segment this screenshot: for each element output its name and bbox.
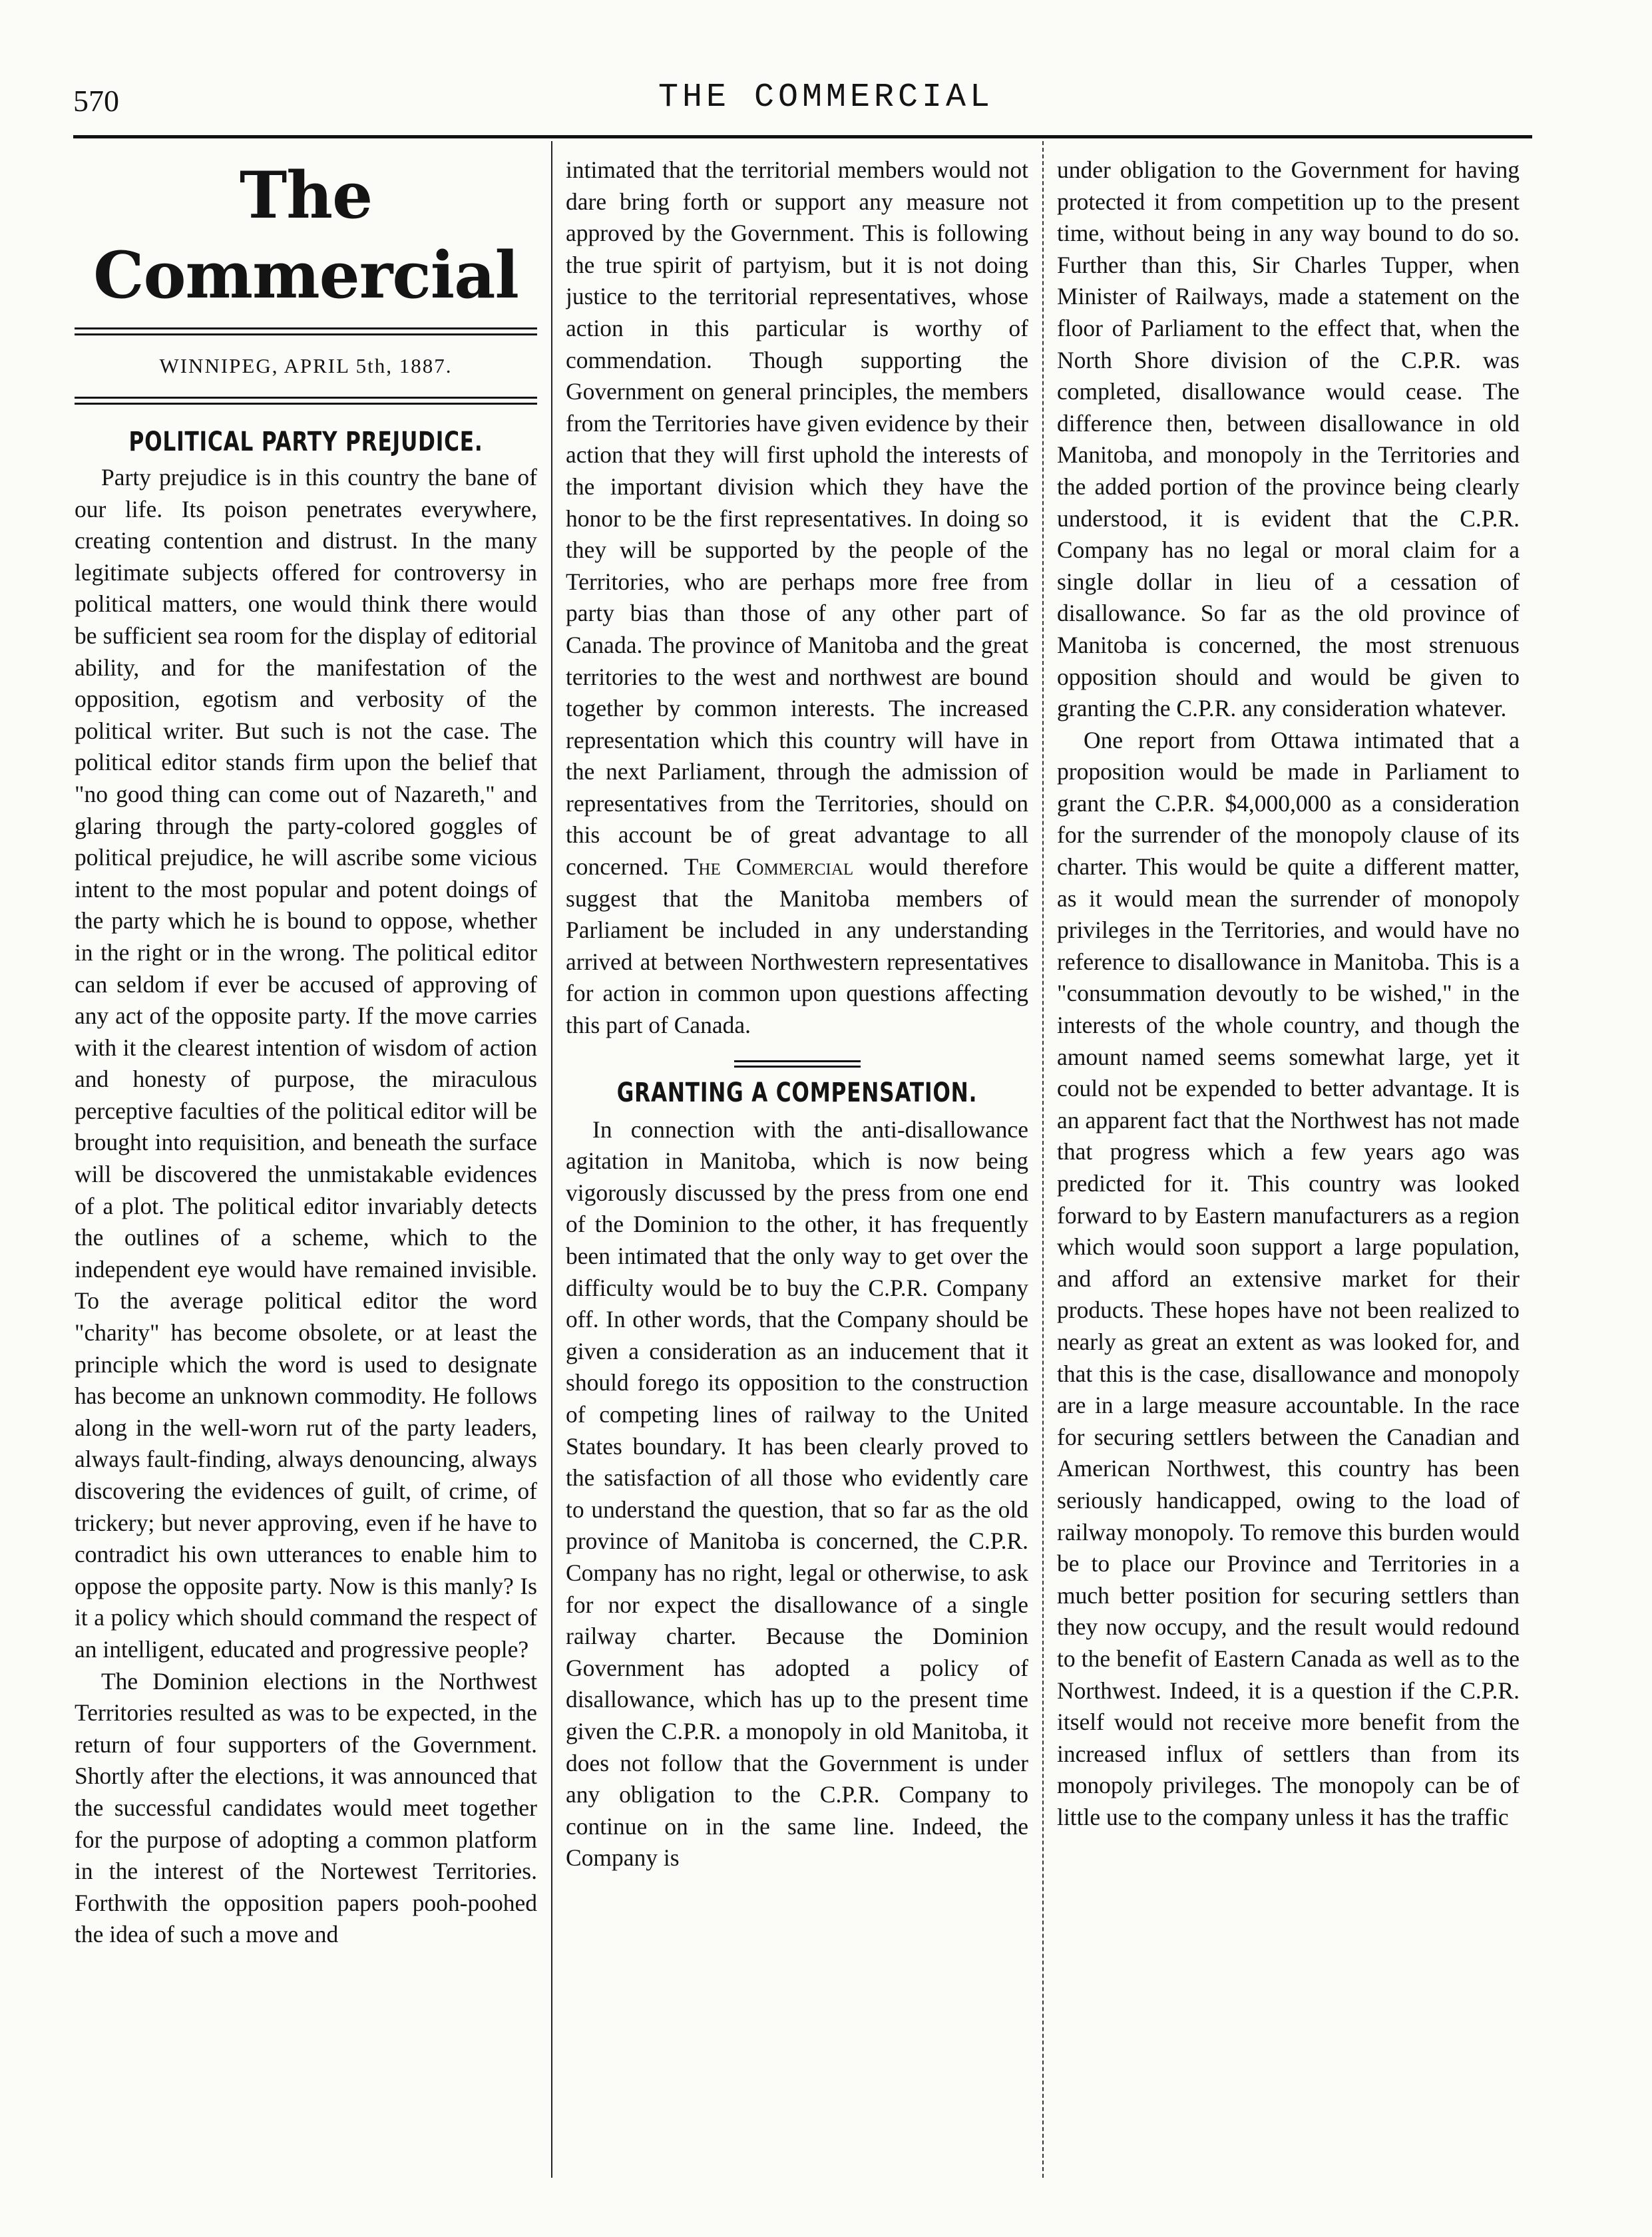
article-paragraph: under obligation to the Government for having protected it from competition up to the present time, without being in any way bound to do so. Further than this, Sir Charles Tupper, when Minister of Railways, made a statement on the floor of Parliament to the effect that, when the North Shore division of the C.P.R. was completed, disallowance would cease. The difference then, between disallowance in old Manitoba, and monopoly in the Territories and the added portion of the province being clearly understood, it is evident that the C.P.R. Company has no legal or moral claim for a single dollar in lieu of a cessation of disallowance. So far as the old province of Manitoba is concerned, the most strenuous opposition should and would be given to granting the C.P.R. any consideration whatever.	[1057, 156, 1520, 722]
article-headline: POLITICAL PARTY PREJUDICE.	[128, 427, 483, 457]
paragraph-text: intimated that the territorial members would not dare bring forth or support any measure not approved by the Government. This is following the true spirit of partyism, but it is not doing justice to the territorial representatives, whose action in this particular is worthy of commendation. Though supporting the Government on general principles, the members from the Territories have given evidence by their action that they will first uphold the interests of the important division which they have the honor to be the first representatives. In doing so they will be supported by the people of the Territories, who are perhaps more free from party bias than those of any other part of Canada. The province of Manitoba and the great territories to the west and northwest are bound together by common interests. The increased representation which this country will have in the next Parliament, through the admission of representatives from the Territories, should on this account be of great advantage to all concerned.	[566, 156, 1028, 881]
article-headline: GRANTING A COMPENSATION.	[616, 1077, 978, 1108]
dateline-rule	[75, 397, 537, 405]
article-paragraph	[566, 154, 1028, 1042]
article-paragraph: One report from Ottawa intimated that a proposition would be made in Parliament to grant the C.P.R. $4,000,000 as a consideration for the surrender of the monopoly clause of its charter. This would be quite a different matter, as it would mean the surrender of monopoly privileges in the Territories, and would have no reference to disallowance in Manitoba. This is a "consummation devoutly to be wished," in the interests of the whole country, and though the amount named seems somewhat large, yet it could not be expended to better advantage. It is an apparent fact that the Northwest has not made that progress which a few years ago was predicted for it. This country was looked forward to by Eastern manufacturers as a region which would soon support a large population, and afford an extensive market for their products. These hopes have not been realized to nearly as great an extent as was looked for, and that this is the case, disallowance and monopoly are in a large measure accountable. In the race for securing settlers between the Canadian and American Northwest, this country has been seriously handicapped, owing to the load of railway monopoly. To remove this burden would be to place our Province and Territories in a much better position for securing settlers than they now occupy, and the result would redound to the benefit of Eastern Canada as well as to the Northwest. Indeed, it is a question if the C.P.R. itself would not receive more benefit from the increased influx of settlers than from its monopoly privileges. The monopoly can be of little use to the company unless it has the traffic	[1057, 726, 1520, 1830]
publication-name: The Commercial	[684, 853, 854, 881]
column-3	[1057, 154, 1520, 2168]
running-title: THE COMMERCIAL	[658, 79, 994, 116]
dateline: WINNIPEG, APRIL 5th, 1887.	[159, 354, 453, 377]
article-paragraph: Party prejudice is in this country the bane of our life. Its poison penetrates everywhere, creating contention and distrust. In the many legitimate subjects offered for controversy in political matters, one would think there would be sufficient sea room for the display of editorial ability, and for the manifestation of the opposition, egotism and verbosity of the political writer. But such is not the case. The political editor stands firm upon the belief that "no good thing can come out of Nazareth," and glaring through the party-colored goggles of political prejudice, he will ascribe some vicious intent to the most popular and potent doings of the party which he is bound to oppose, whether in the right or in the wrong. The political editor can seldom if ever be accused of approving of any act of the opposite party. If the move carries with it the clearest intention of wisdom of action and honesty of purpose, the miraculous perceptive faculties of the political editor will be brought into requisition, and beneath the surface will be discovered the unmistakable evidences of a plot. The political editor invariably detects the outlines of a scheme, which to the independent eye would have remained invisible. To the average political editor the word "charity" has become obsolete, or at least the principle which the word is used to designate has become an unknown commodity. He follows along in the well-worn rut of the party leaders, always fault-finding, always denouncing, always discovering the evidences of guilt, of crime, of trickery; but never approving, even if he have to contradict his own utterances to enable him to oppose the opposite party. Now is this manly? Is it a policy which should command the respect of an intelligent, educated and progressive people?	[75, 464, 537, 1663]
paragraph-text: would therefore suggest that the Manitoba members of Parliament be included in any understanding arrived at between Northwestern representatives for action in common upon questions affecting this part of Canada.	[566, 853, 1028, 1039]
page-header	[0, 0, 1652, 146]
article-paragraph: The Dominion elections in the Northwest Territories resulted as was to be expected, in the return of four supporters of the Government. Shortly after the elections, it was announced that the successful candidates would meet together for the purpose of adopting a common platform in the interest of the Nortewest Territories. Forthwith the opposition papers pooh-poohed the idea of such a move and	[75, 1667, 537, 1948]
column-1	[75, 154, 537, 2168]
column-divider	[551, 141, 552, 2178]
column-divider	[1042, 141, 1044, 2178]
masthead-title: The Commercial	[93, 158, 518, 313]
page-number: 570	[73, 84, 119, 118]
article-paragraph: In connection with the anti-disallowance agitation in Manitoba, which is now being vigorously discussed by the press from one end of the Dominion to the other, it has frequently been intimated that the only way to get over the difficulty would be to buy the C.P.R. Company off. In other words, that the Company should be given a consideration as an inducement that it should forego its opposition to the construction of competing lines of railway to the United States boundary. It has been clearly proved to the satisfaction of all those who evidently care to understand the question, that so far as the old province of Manitoba is concerned, the C.P.R. Company has no right, legal or otherwise, to ask for nor expect the disallowance of a single railway charter. Because the Dominion Government has adopted a policy of disallowance, which has up to the present time given the C.P.R. a monopoly in old Manitoba, it does not follow that the Government is under any obligation to the C.P.R. Company to continue on in the same line. Indeed, the Company is	[566, 1116, 1028, 1872]
masthead-rule	[75, 327, 537, 335]
header-rule	[73, 135, 1532, 138]
column-2	[566, 154, 1028, 2168]
section-rule	[734, 1060, 861, 1068]
